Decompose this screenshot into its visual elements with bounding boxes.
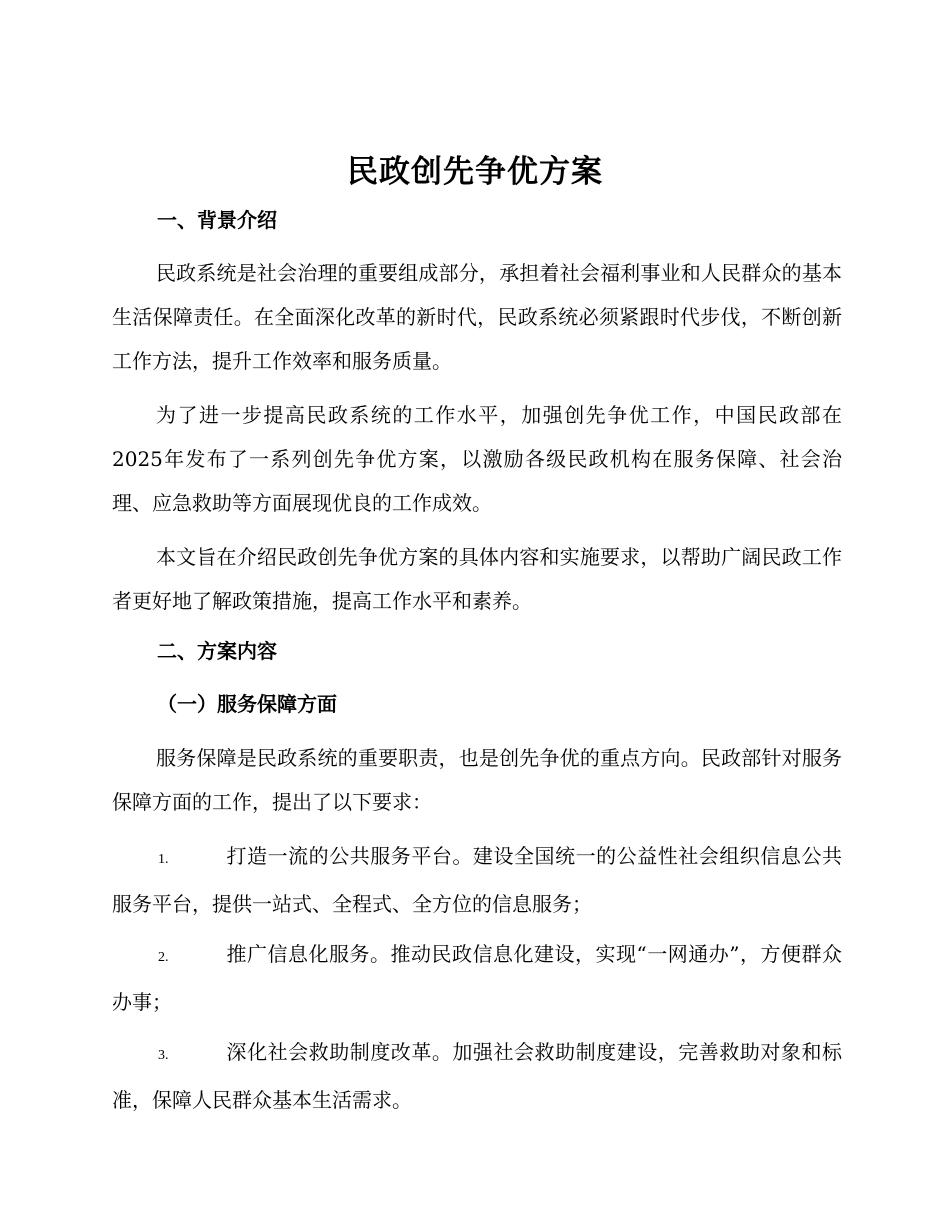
paragraph-background-3: 本文旨在介绍民政创先争优方案的具体内容和实施要求，以帮助广阔民政工作者更好地了解政策措施，提高工作水平和素养。 — [112, 545, 842, 613]
list-item-number: 2. — [158, 950, 169, 965]
list-item — [112, 1030, 842, 1122]
paragraph-background-2: 为了进一步提高民政系统的工作水平，加强创先争优工作，中国民政部在2025年发布了一系列创先争优方案，以激励各级民政机构在服务保障、社会治理、应急救助等方面展现优良的工作成效。 — [112, 403, 842, 515]
paragraph-background-1: 民政系统是社会治理的重要组成部分，承担着社会福利事业和人民群众的基本生活保障责任。在全面深化改革的新时代，民政系统必须紧跟时代步伐，不断创新工作方法，提升工作效率和服务质量。 — [112, 261, 842, 373]
list-item-number: 3. — [158, 1048, 169, 1063]
list-item-number: 1. — [158, 852, 169, 867]
list-item-text: 打造一流的公共服务平台。建设全国统一的公益性社会组织信息公共服务平台，提供一站式、全程式、全方位的信息服务； — [112, 844, 842, 916]
list-item-text: 推广信息化服务。推动民政信息化建设，实现“一网通办”，方便群众办事； — [112, 942, 842, 1014]
section-heading-background: 一、背景介绍 — [157, 208, 277, 232]
section-heading-content: 二、方案内容 — [157, 639, 277, 663]
subsection-heading-service: （一）服务保障方面 — [157, 692, 337, 716]
document-title: 民政创先争优方案 — [347, 154, 603, 190]
paragraph-service-intro: 服务保障是民政系统的重要职责，也是创先争优的重点方向。民政部针对服务保障方面的工作，提出了以下要求： — [112, 746, 842, 814]
list-item-text: 深化社会救助制度改革。加强社会救助制度建设，完善救助对象和标准，保障人民群众基本生活需求。 — [112, 1040, 842, 1112]
list-item — [112, 932, 842, 1024]
list-item — [112, 834, 842, 926]
